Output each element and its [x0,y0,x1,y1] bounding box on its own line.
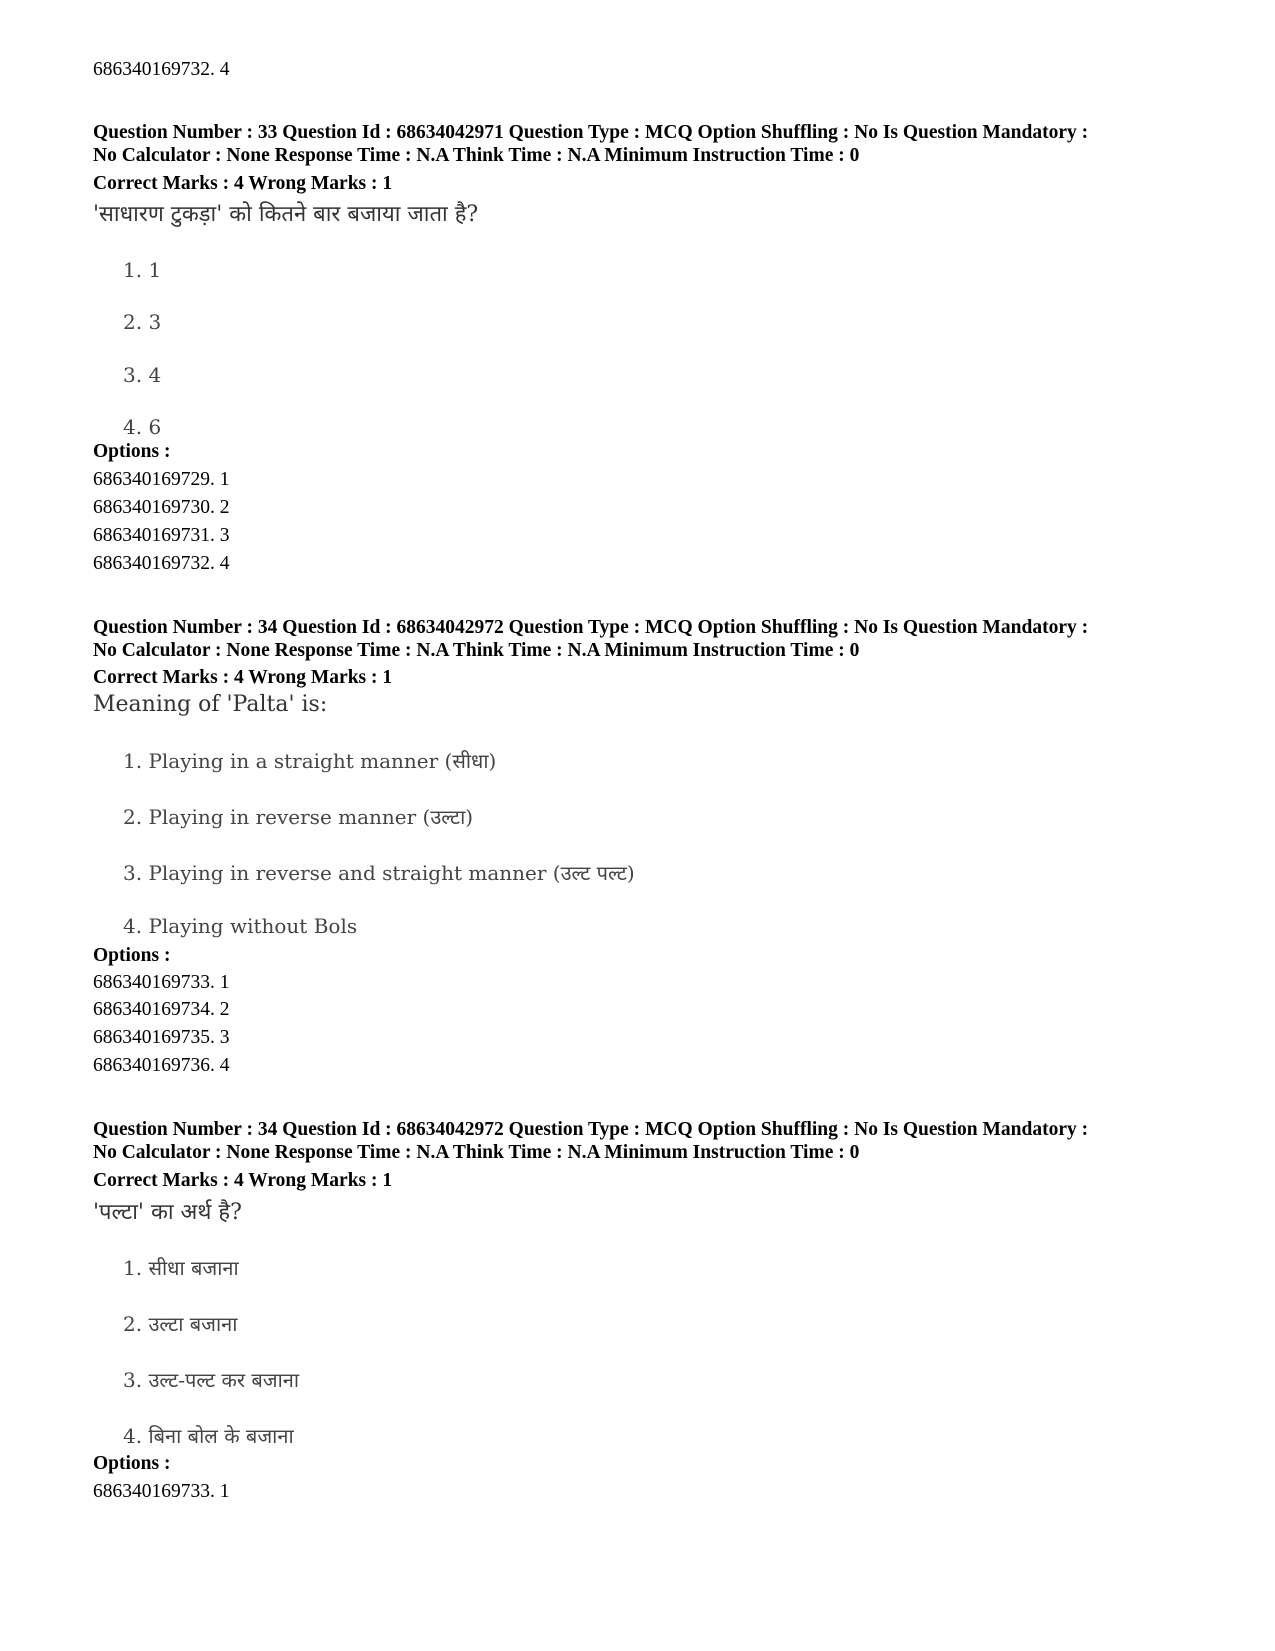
question-header-line-1: Question Number : 34 Question Id : 68634042972 Question Type : MCQ Option Shuffling : No Is Question Mandatory : [93,1119,1089,1140]
choice-2: 2. उल्टा बजाना [123,1312,238,1336]
choice-4: 4. Playing without Bols [123,914,358,938]
choice-3: 3. उल्ट-पल्ट कर बजाना [123,1368,300,1392]
options-label: Options : [93,945,171,966]
question-header-line-1: Question Number : 34 Question Id : 68634042972 Question Type : MCQ Option Shuffling : No Is Question Mandatory : [93,617,1089,638]
question-text: 'पल्टा' का अर्थ है? [93,1200,242,1225]
option-id: 686340169731. 3 [93,525,230,546]
options-label: Options : [93,441,171,462]
question-text: Meaning of 'Palta' is: [93,692,328,717]
option-id: 686340169729. 1 [93,469,230,490]
option-id: 686340169734. 2 [93,999,230,1020]
choice-2: 2. 3 [123,310,162,334]
choice-2: 2. Playing in reverse manner (उल्टा) [123,805,474,829]
option-id: 686340169735. 3 [93,1027,230,1048]
choice-1: 1. Playing in a straight manner (सीधा) [123,749,497,773]
choice-3: 3. 4 [123,363,162,387]
choice-1: 1. 1 [123,258,162,282]
option-id: 686340169733. 1 [93,1481,230,1502]
question-header-line-2: No Calculator : None Response Time : N.A Think Time : N.A Minimum Instruction Time : 0 [93,145,860,166]
choice-4: 4. 6 [123,415,162,439]
option-id: 686340169732. 4 [93,553,230,574]
question-marks: Correct Marks : 4 Wrong Marks : 1 [93,667,393,688]
question-header-line-2: No Calculator : None Response Time : N.A Think Time : N.A Minimum Instruction Time : 0 [93,1142,860,1163]
option-id: 686340169730. 2 [93,497,230,518]
carryover-option: 686340169732. 4 [93,59,230,80]
question-header-line-1: Question Number : 33 Question Id : 68634042971 Question Type : MCQ Option Shuffling : No Is Question Mandatory : [93,122,1089,143]
choice-1: 1. सीधा बजाना [123,1256,239,1280]
options-label: Options : [93,1453,171,1474]
question-text: 'साधारण टुकड़ा' को कितने बार बजाया जाता है? [93,202,479,227]
question-marks: Correct Marks : 4 Wrong Marks : 1 [93,1170,393,1191]
option-id: 686340169733. 1 [93,972,230,993]
question-marks: Correct Marks : 4 Wrong Marks : 1 [93,173,393,194]
choice-3: 3. Playing in reverse and straight manner (उल्ट पल्ट) [123,861,635,885]
choice-4: 4. बिना बोल के बजाना [123,1424,294,1448]
option-id: 686340169736. 4 [93,1055,230,1076]
question-header-line-2: No Calculator : None Response Time : N.A Think Time : N.A Minimum Instruction Time : 0 [93,640,860,661]
